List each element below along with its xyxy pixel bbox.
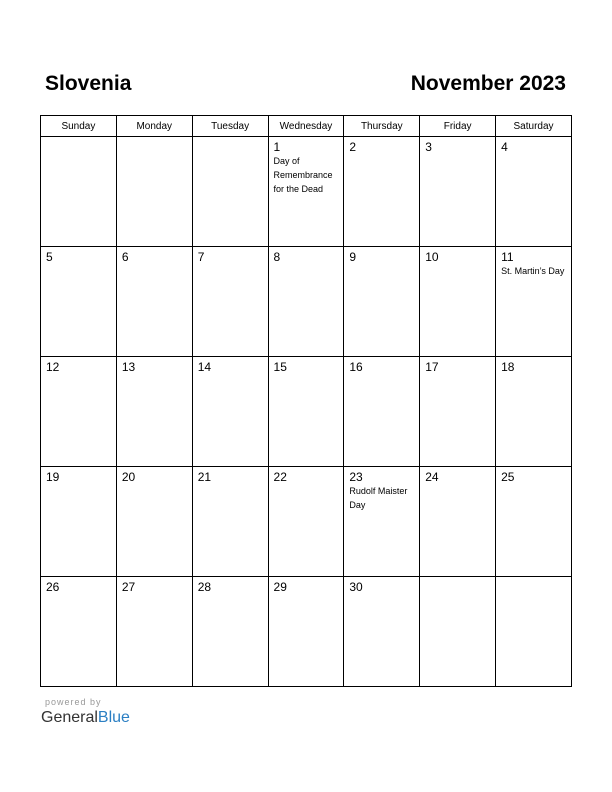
weekday-header-monday: Monday <box>116 116 192 137</box>
day-number <box>193 137 268 140</box>
day-number: 2 <box>349 140 357 154</box>
day-number <box>496 577 571 580</box>
day-number <box>117 137 192 140</box>
day-number: 9 <box>349 250 357 264</box>
day-number: 17 <box>425 360 439 374</box>
calendar-grid <box>40 115 572 687</box>
weekday-header-thursday: Thursday <box>344 116 420 137</box>
day-cell <box>268 577 344 687</box>
day-cell <box>268 137 344 247</box>
day-number <box>41 137 116 140</box>
day-cell <box>116 247 192 357</box>
day-cell <box>41 137 117 247</box>
day-cell <box>192 577 268 687</box>
weekday-header-row <box>41 116 572 137</box>
day-number: 18 <box>501 360 515 374</box>
day-cell <box>496 247 572 357</box>
day-cell <box>420 467 496 577</box>
week-row <box>41 357 572 467</box>
day-number: 15 <box>273 360 287 374</box>
day-number: 30 <box>349 580 363 594</box>
day-number: 12 <box>46 360 60 374</box>
day-cell <box>496 137 572 247</box>
weekday-header-tuesday: Tuesday <box>192 116 268 137</box>
day-number: 29 <box>273 580 287 594</box>
week-row <box>41 577 572 687</box>
day-number: 28 <box>197 580 212 594</box>
week-row <box>41 467 572 577</box>
day-number: 3 <box>425 140 432 154</box>
holiday-label: Rudolf Maister Day <box>349 486 408 510</box>
day-cell <box>268 357 344 467</box>
day-number: 20 <box>121 470 136 484</box>
footer-branding <box>41 696 130 728</box>
day-number: 14 <box>197 360 212 374</box>
day-number: 19 <box>46 470 60 484</box>
day-cell <box>496 467 572 577</box>
day-cell <box>496 357 572 467</box>
day-cell <box>192 357 268 467</box>
day-cell <box>192 137 268 247</box>
day-cell <box>41 467 117 577</box>
day-cell <box>420 247 496 357</box>
day-number: 7 <box>197 250 205 264</box>
logo-blue-text: Blue <box>97 709 130 726</box>
day-cell <box>116 357 192 467</box>
day-cell <box>496 577 572 687</box>
day-cell <box>344 247 420 357</box>
day-number: 11 <box>501 250 514 264</box>
day-cell <box>41 357 117 467</box>
day-number: 26 <box>46 580 60 594</box>
day-cell <box>116 467 192 577</box>
day-number: 8 <box>273 250 281 264</box>
month-year-title: November 2023 <box>410 72 566 95</box>
day-number: 13 <box>121 360 136 374</box>
day-number: 5 <box>46 250 53 264</box>
week-row <box>41 137 572 247</box>
day-cell <box>268 247 344 357</box>
day-number <box>420 577 495 580</box>
day-number: 1 <box>273 140 281 154</box>
day-number: 4 <box>501 140 508 154</box>
day-cell <box>268 467 344 577</box>
week-row <box>41 247 572 357</box>
powered-by-label: powered by <box>45 697 102 707</box>
day-cell <box>344 467 420 577</box>
day-number: 22 <box>273 470 287 484</box>
day-number: 25 <box>501 470 515 484</box>
weekday-header-saturday: Saturday <box>496 116 572 137</box>
weekday-header-friday: Friday <box>420 116 496 137</box>
day-cell <box>344 577 420 687</box>
day-cell <box>116 577 192 687</box>
day-cell <box>420 357 496 467</box>
weekday-header-sunday: Sunday <box>41 116 117 137</box>
weekday-header-wednesday: Wednesday <box>268 116 344 137</box>
holiday-label: Day of Remembrance for the Dead <box>273 156 333 194</box>
day-number: 23 <box>349 470 363 484</box>
day-number: 10 <box>425 250 439 264</box>
day-cell <box>41 247 117 357</box>
day-cell <box>192 467 268 577</box>
day-cell <box>192 247 268 357</box>
day-number: 27 <box>121 580 136 594</box>
country-title: Slovenia <box>45 72 132 95</box>
day-cell <box>116 137 192 247</box>
day-number: 6 <box>121 250 129 264</box>
generalblue-logo[interactable] <box>41 708 130 728</box>
day-cell <box>420 577 496 687</box>
logo-general-text: General <box>41 709 98 726</box>
day-number: 24 <box>425 470 439 484</box>
day-number: 21 <box>197 470 212 484</box>
day-number: 16 <box>349 360 363 374</box>
day-cell <box>344 137 420 247</box>
day-cell <box>41 577 117 687</box>
day-cell <box>344 357 420 467</box>
holiday-label: St. Martin’s Day <box>501 266 565 276</box>
day-cell <box>420 137 496 247</box>
